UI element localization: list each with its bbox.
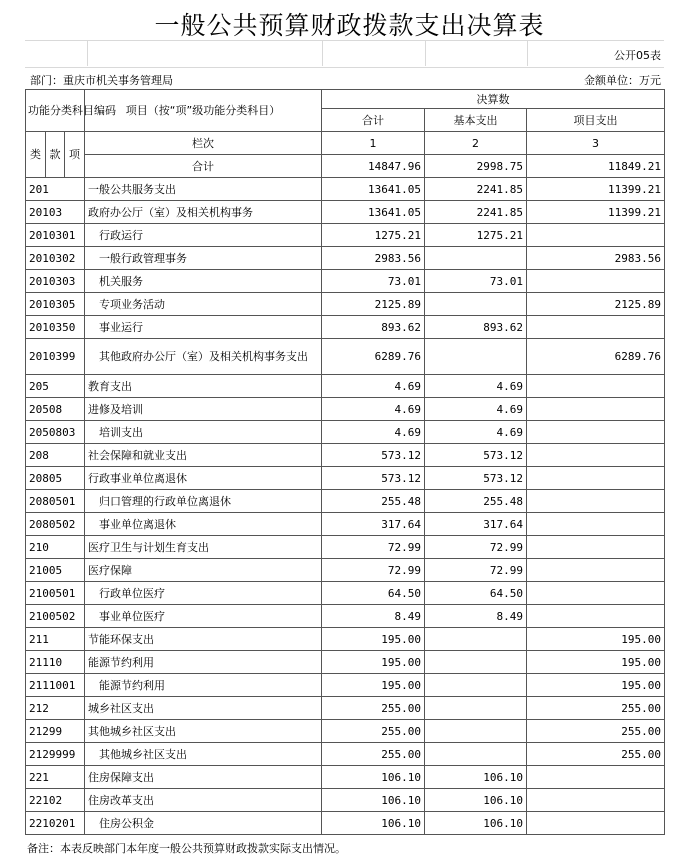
row-code: 20103 — [26, 201, 85, 224]
row-basic: 72.99 — [425, 559, 527, 582]
row-item-name: 行政事业单位离退休 — [85, 467, 322, 490]
column-number: 2 — [425, 132, 527, 155]
row-code: 201 — [26, 178, 85, 201]
row-item-name: 事业运行 — [85, 316, 322, 339]
table-row — [26, 674, 665, 697]
row-code: 205 — [26, 375, 85, 398]
row-basic — [425, 628, 527, 651]
row-basic — [425, 697, 527, 720]
table-row — [26, 651, 665, 674]
row-project: 11399.21 — [527, 201, 665, 224]
table-row — [26, 444, 665, 467]
row-item-name: 事业单位离退休 — [85, 513, 322, 536]
row-label: 栏次 — [85, 132, 322, 155]
table-row — [26, 789, 665, 812]
row-total: 4.69 — [322, 421, 425, 444]
row-item-name: 其他城乡社区支出 — [85, 743, 322, 766]
basic-col-header: 基本支出 — [425, 109, 527, 132]
row-code: 211 — [26, 628, 85, 651]
row-item-name: 教育支出 — [85, 375, 322, 398]
row-project — [527, 789, 665, 812]
row-project — [527, 536, 665, 559]
final-header: 决算数 — [322, 90, 665, 109]
row-item-name: 专项业务活动 — [85, 293, 322, 316]
column-number: 3 — [527, 132, 665, 155]
row-project — [527, 766, 665, 789]
department-label: 部门：重庆市机关事务管理局 — [30, 74, 173, 87]
row-item-name: 城乡社区支出 — [85, 697, 322, 720]
row-item-name: 一般公共服务支出 — [85, 178, 322, 201]
table-row — [26, 582, 665, 605]
row-item-name: 医疗卫生与计划生育支出 — [85, 536, 322, 559]
row-project: 2125.89 — [527, 293, 665, 316]
column-number: 1 — [322, 132, 425, 155]
row-code: 2010305 — [26, 293, 85, 316]
table-row — [26, 605, 665, 628]
row-total: 72.99 — [322, 559, 425, 582]
row-total: 8.49 — [322, 605, 425, 628]
table-row — [26, 513, 665, 536]
row-item-name: 机关服务 — [85, 270, 322, 293]
row-total: 1275.21 — [322, 224, 425, 247]
cell-guide-row — [25, 40, 664, 66]
row-basic — [425, 651, 527, 674]
row-total: 255.00 — [322, 697, 425, 720]
total-amount: 14847.96 — [322, 155, 425, 178]
row-code: 221 — [26, 766, 85, 789]
row-project — [527, 582, 665, 605]
column-number-row — [26, 132, 665, 155]
table-row — [26, 766, 665, 789]
row-item-name: 住房保障支出 — [85, 766, 322, 789]
row-item-name: 事业单位医疗 — [85, 605, 322, 628]
row-code: 2050803 — [26, 421, 85, 444]
row-total: 13641.05 — [322, 201, 425, 224]
row-item-name: 其他城乡社区支出 — [85, 720, 322, 743]
row-code: 208 — [26, 444, 85, 467]
row-total: 2983.56 — [322, 247, 425, 270]
row-project — [527, 559, 665, 582]
table-row — [26, 536, 665, 559]
row-basic: 1275.21 — [425, 224, 527, 247]
row-item-name: 医疗保障 — [85, 559, 322, 582]
row-basic: 317.64 — [425, 513, 527, 536]
row-total: 73.01 — [322, 270, 425, 293]
total-row — [26, 155, 665, 178]
row-project — [527, 812, 665, 835]
row-total: 106.10 — [322, 812, 425, 835]
row-basic: 73.01 — [425, 270, 527, 293]
row-basic: 573.12 — [425, 467, 527, 490]
table-row — [26, 247, 665, 270]
row-item-name: 住房公积金 — [85, 812, 322, 835]
row-total: 106.10 — [322, 766, 425, 789]
row-project: 2983.56 — [527, 247, 665, 270]
kuan-header: 款 — [46, 132, 65, 178]
row-basic — [425, 339, 527, 375]
row-total: 6289.76 — [322, 339, 425, 375]
row-project: 6289.76 — [527, 339, 665, 375]
row-basic: 893.62 — [425, 316, 527, 339]
row-basic — [425, 247, 527, 270]
row-project — [527, 421, 665, 444]
table-row — [26, 375, 665, 398]
table-row — [26, 201, 665, 224]
row-item-name: 培训支出 — [85, 421, 322, 444]
header-row — [26, 90, 665, 109]
table-row — [26, 339, 665, 375]
row-basic: 64.50 — [425, 582, 527, 605]
item-header: 项目（按“项”级功能分类科目） — [85, 90, 322, 132]
table-row — [26, 743, 665, 766]
project-amount: 11849.21 — [527, 155, 665, 178]
row-basic: 106.10 — [425, 766, 527, 789]
row-total: 4.69 — [322, 375, 425, 398]
row-code: 20805 — [26, 467, 85, 490]
unit-label: 金额单位：万元 — [584, 74, 661, 87]
guide-divider — [425, 41, 426, 66]
row-item-name: 行政运行 — [85, 224, 322, 247]
total-col-header: 合计 — [322, 109, 425, 132]
basic-amount: 2998.75 — [425, 155, 527, 178]
row-item-name: 政府办公厅（室）及相关机构事务 — [85, 201, 322, 224]
row-code: 20508 — [26, 398, 85, 421]
row-total: 255.48 — [322, 490, 425, 513]
row-total: 893.62 — [322, 316, 425, 339]
row-project: 195.00 — [527, 651, 665, 674]
row-item-name: 节能环保支出 — [85, 628, 322, 651]
row-code: 2210201 — [26, 812, 85, 835]
row-item-name: 行政单位医疗 — [85, 582, 322, 605]
project-col-header: 项目支出 — [527, 109, 665, 132]
row-code: 2129999 — [26, 743, 85, 766]
row-total: 195.00 — [322, 628, 425, 651]
row-item-name: 其他政府办公厅（室）及相关机构事务支出 — [85, 339, 322, 375]
row-basic: 255.48 — [425, 490, 527, 513]
footnote: 备注：本表反映部门本年度一般公共预算财政拨款实际支出情况。 — [27, 842, 346, 855]
table-row — [26, 270, 665, 293]
table-row — [26, 398, 665, 421]
row-code: 2010399 — [26, 339, 85, 375]
row-code: 2010302 — [26, 247, 85, 270]
row-item-name: 能源节约利用 — [85, 674, 322, 697]
row-total: 255.00 — [322, 720, 425, 743]
row-code: 212 — [26, 697, 85, 720]
row-basic — [425, 743, 527, 766]
xiang-header: 项 — [65, 132, 85, 178]
row-code: 21005 — [26, 559, 85, 582]
row-basic: 106.10 — [425, 789, 527, 812]
row-total: 64.50 — [322, 582, 425, 605]
row-project: 255.00 — [527, 743, 665, 766]
row-code: 21299 — [26, 720, 85, 743]
row-basic — [425, 720, 527, 743]
row-total: 573.12 — [322, 467, 425, 490]
row-total: 106.10 — [322, 789, 425, 812]
row-total: 195.00 — [322, 674, 425, 697]
guide-divider — [322, 41, 323, 66]
page-title: 一般公共预算财政拨款支出决算表 — [154, 11, 545, 40]
row-code: 22102 — [26, 789, 85, 812]
row-project — [527, 490, 665, 513]
table-row — [26, 224, 665, 247]
table-row — [26, 697, 665, 720]
row-code: 2010350 — [26, 316, 85, 339]
row-code: 2080502 — [26, 513, 85, 536]
row-basic: 573.12 — [425, 444, 527, 467]
row-basic: 4.69 — [425, 421, 527, 444]
guide-divider — [527, 41, 528, 66]
row-project — [527, 605, 665, 628]
table-row — [26, 628, 665, 651]
row-item-name: 一般行政管理事务 — [85, 247, 322, 270]
row-basic: 4.69 — [425, 375, 527, 398]
table-row — [26, 421, 665, 444]
row-basic: 2241.85 — [425, 178, 527, 201]
row-total: 72.99 — [322, 536, 425, 559]
table-row — [26, 316, 665, 339]
row-project — [527, 513, 665, 536]
table-row — [26, 178, 665, 201]
row-code: 2080501 — [26, 490, 85, 513]
row-total: 255.00 — [322, 743, 425, 766]
row-total: 4.69 — [322, 398, 425, 421]
table-row — [26, 293, 665, 316]
row-code: 2100501 — [26, 582, 85, 605]
row-project — [527, 375, 665, 398]
divider — [25, 67, 664, 68]
row-project: 255.00 — [527, 720, 665, 743]
row-code: 2100502 — [26, 605, 85, 628]
row-basic: 2241.85 — [425, 201, 527, 224]
row-total: 13641.05 — [322, 178, 425, 201]
lei-header: 类 — [26, 132, 46, 178]
row-project — [527, 467, 665, 490]
row-project: 195.00 — [527, 674, 665, 697]
row-project: 255.00 — [527, 697, 665, 720]
row-code: 21110 — [26, 651, 85, 674]
row-item-name: 社会保障和就业支出 — [85, 444, 322, 467]
table-row — [26, 490, 665, 513]
row-project — [527, 398, 665, 421]
row-code: 2010301 — [26, 224, 85, 247]
row-item-name: 能源节约利用 — [85, 651, 322, 674]
row-total: 317.64 — [322, 513, 425, 536]
row-basic — [425, 293, 527, 316]
row-project: 11399.21 — [527, 178, 665, 201]
guide-divider — [87, 41, 88, 66]
row-basic: 106.10 — [425, 812, 527, 835]
row-basic — [425, 674, 527, 697]
table-number: 公开05表 — [614, 49, 661, 62]
row-code: 210 — [26, 536, 85, 559]
row-basic: 4.69 — [425, 398, 527, 421]
expenditure-table — [25, 89, 665, 835]
table-row — [26, 467, 665, 490]
row-project — [527, 444, 665, 467]
row-project — [527, 270, 665, 293]
table-row — [26, 812, 665, 835]
row-item-name: 住房改革支出 — [85, 789, 322, 812]
table-row — [26, 720, 665, 743]
row-total: 195.00 — [322, 651, 425, 674]
row-project — [527, 316, 665, 339]
row-project — [527, 224, 665, 247]
row-code: 2010303 — [26, 270, 85, 293]
row-project: 195.00 — [527, 628, 665, 651]
total-label: 合计 — [85, 155, 322, 178]
row-item-name: 进修及培训 — [85, 398, 322, 421]
row-code: 2111001 — [26, 674, 85, 697]
code-header: 功能分类科目编码 — [26, 90, 85, 132]
row-item-name: 归口管理的行政单位离退休 — [85, 490, 322, 513]
row-total: 2125.89 — [322, 293, 425, 316]
row-basic: 8.49 — [425, 605, 527, 628]
row-total: 573.12 — [322, 444, 425, 467]
table-row — [26, 559, 665, 582]
row-basic: 72.99 — [425, 536, 527, 559]
